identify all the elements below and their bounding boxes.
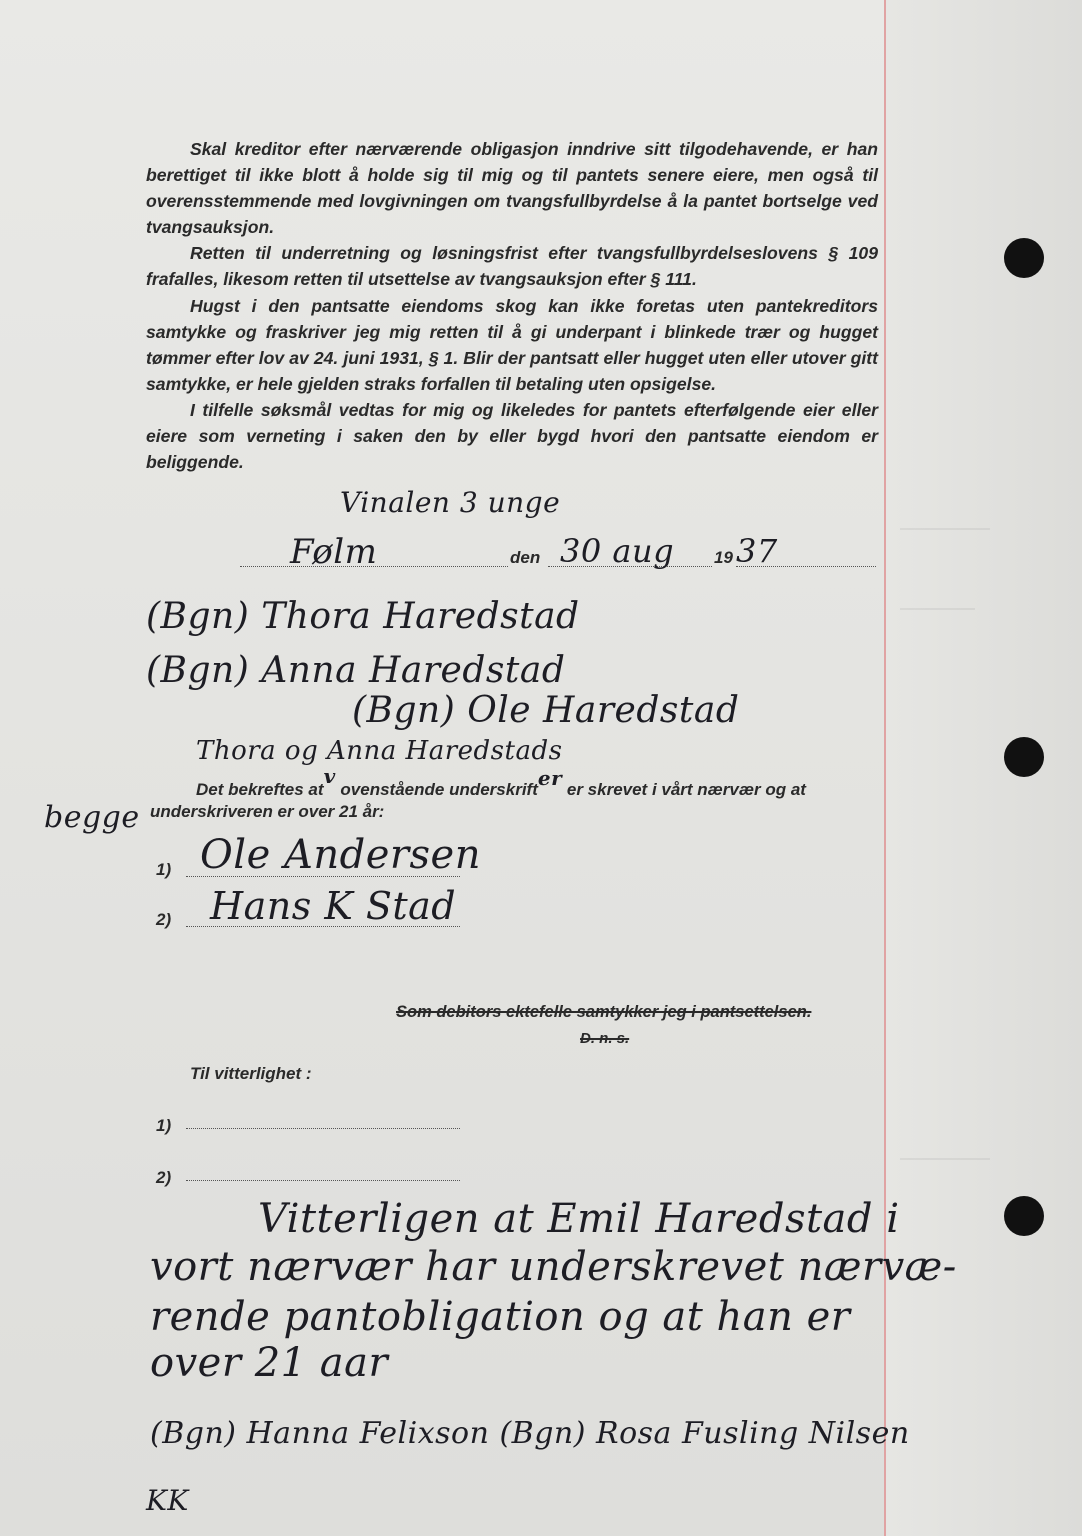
handwritten-place: Følm (290, 532, 378, 572)
den-label: den (510, 548, 541, 567)
red-margin-line (884, 0, 886, 1536)
witness-2-number: 2) (156, 910, 172, 929)
paragraph-logging: Hugst i den pantsatte eiendoms skog kan ikke foretas uten pantekreditors samtykke og fraskriver jeg mig retten til å gi underpant i blinkede trær og hugget tømmer efter lov av 24. juni 1931, § 1. Blir der pantsatt eller hugget uten eller utover gitt samtykke, er hele gjelden straks forfallen til betaling uten opsigelse. (146, 295, 878, 394)
handwritten-attestation-line-3: rende pantobligation og at han er (150, 1294, 851, 1340)
confirmation-text-line-2: underskriveren er over 21 år: (150, 802, 385, 821)
signature-note: Thora og Anna Haredstads (196, 736, 563, 766)
year-dotted-line (736, 566, 876, 567)
punch-hole-bottom (1004, 1196, 1044, 1236)
page-right-margin (886, 0, 1082, 1536)
spouse-consent-initials: D. n. s. (580, 1030, 630, 1047)
witness-1-number: 1) (156, 860, 172, 879)
confirmation-text: Det bekreftes atv ovenstående underskrifter er skrevet i vårt nærvær og at (196, 764, 806, 799)
paragraph-venue: I tilfelle søksmål vedtas for mig og likeledes for pantets efterfølgende eier eller eiere som verneting i saken den by eller bygd hvori den pantsatte eiendom er beliggende. (146, 399, 878, 473)
printed-terms (146, 136, 878, 475)
vitterlighet-line-1-number: 1) (156, 1116, 172, 1135)
handwritten-date: 30 aug (560, 532, 675, 570)
vitterlighet-line-1 (186, 1128, 460, 1129)
bleed-through-text: —————— (900, 1150, 990, 1167)
paragraph-notice-waiver: Retten til underretning og løsningsfrist efter tvangsfullbyrdelseslovens § 109 frafalles, likesom retten til utsettelse av tvangsauksjon efter § 111. (146, 243, 878, 290)
bleed-through-text: —————— (900, 520, 990, 537)
handwritten-venue-note: Vinalen 3 unge (340, 486, 561, 519)
signature-anna: (Bgn) Anna Haredstad (146, 650, 566, 691)
vitterlighet-label: Til vitterlighet : (190, 1064, 312, 1083)
handwritten-attestation-line-4: over 21 aar (150, 1340, 389, 1386)
bottom-witness-signatures: (Bgn) Hanna Felixson (Bgn) Rosa Fusling Nilsen (150, 1416, 910, 1451)
bottom-initials: KK (146, 1484, 189, 1517)
bleed-through-text: ————— (900, 600, 975, 617)
handwritten-attestation-line-1: Vitterligen at Emil Haredstad i (258, 1196, 900, 1242)
signature-ole: (Bgn) Ole Haredstad (352, 690, 740, 731)
punch-hole-top (1004, 238, 1044, 278)
paragraph-enforcement: Skal kreditor efter nærværende obligasjon inndrive sitt tilgodehavende, er han berettiget til ikke blott å holde sig til mig og til pantets senere eiere, men også til overensstemmende med lovgivningen om tvangsfullbyrdelse å la pantet bortselge ved tvangsauksjon. (146, 139, 878, 238)
witness-2-signature: Hans K Stad (210, 884, 457, 928)
handwritten-year: 37 (736, 532, 778, 570)
year-prefix: 19 (714, 548, 733, 567)
margin-note-begge: begge (44, 800, 140, 835)
vitterlighet-line-2-number: 2) (156, 1168, 172, 1187)
punch-hole-middle (1004, 737, 1044, 777)
spouse-consent-text: Som debitors ektefelle samtykker jeg i pantsettelsen. (396, 1003, 812, 1021)
vitterlighet-line-2 (186, 1180, 460, 1181)
signature-thora: (Bgn) Thora Haredstad (146, 596, 580, 637)
witness-1-signature: Ole Andersen (200, 832, 481, 878)
handwritten-attestation-line-2: vort nærvær har underskrevet nærvæ- (150, 1244, 957, 1290)
